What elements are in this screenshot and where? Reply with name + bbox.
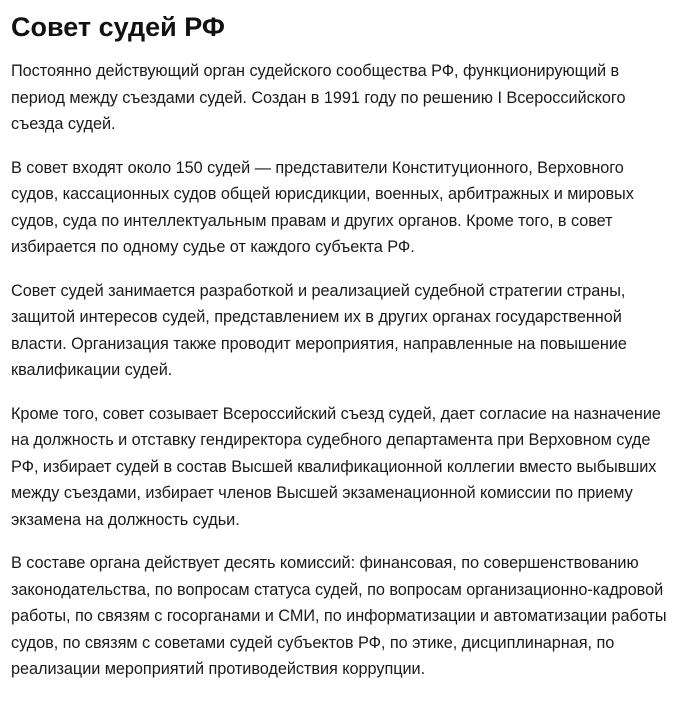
article-paragraph: В составе органа действует десять комиссий: финансовая, по совершенствованию законодательства, по вопросам статуса судей, по вопросам организационно-кадровой работы, по связям с госорганами и СМИ, по информатизации и автоматизации работы судов, по связям с советами судей субъектов РФ, по этике, дисциплинарная, по реализации мероприятий противодействия коррупции. [11,554,667,678]
article-paragraph: Кроме того, совет созывает Всероссийский съезд судей, дает согласие на назначение на должность и отставку гендиректора судебного департамента при Верховном суде РФ, избирает судей в состав Высшей квалификационной коллегии вместо выбывших между съездами, избирает членов Высшей экзаменационной комиссии по приему экзамена на должность судьи. [11,404,661,529]
article-paragraph: Постоянно действующий орган судейского сообщества РФ, функционирующий в период между съездами судей. Создан в 1991 году по решению I Всероссийского съезда судей. [11,62,626,133]
article-paragraph: В совет входят около 150 судей — представители Конституционного, Верховного судов, кассационных судов общей юрисдикции, военных, арбитражных и мировых судов, суда по интеллектуальным правам и других органов. Кроме того, в совет избирается по одному судье от каждого субъекта РФ. [11,158,634,256]
article [11,8,671,683]
article-title: Совет судей РФ [11,12,225,42]
article-paragraph: Совет судей занимается разработкой и реализацией судебной стратегии страны, защитой интересов судей, представлением их в других органах государственной власти. Организация также проводит мероприятия, направленные на повышение квалификации судей. [11,281,627,379]
